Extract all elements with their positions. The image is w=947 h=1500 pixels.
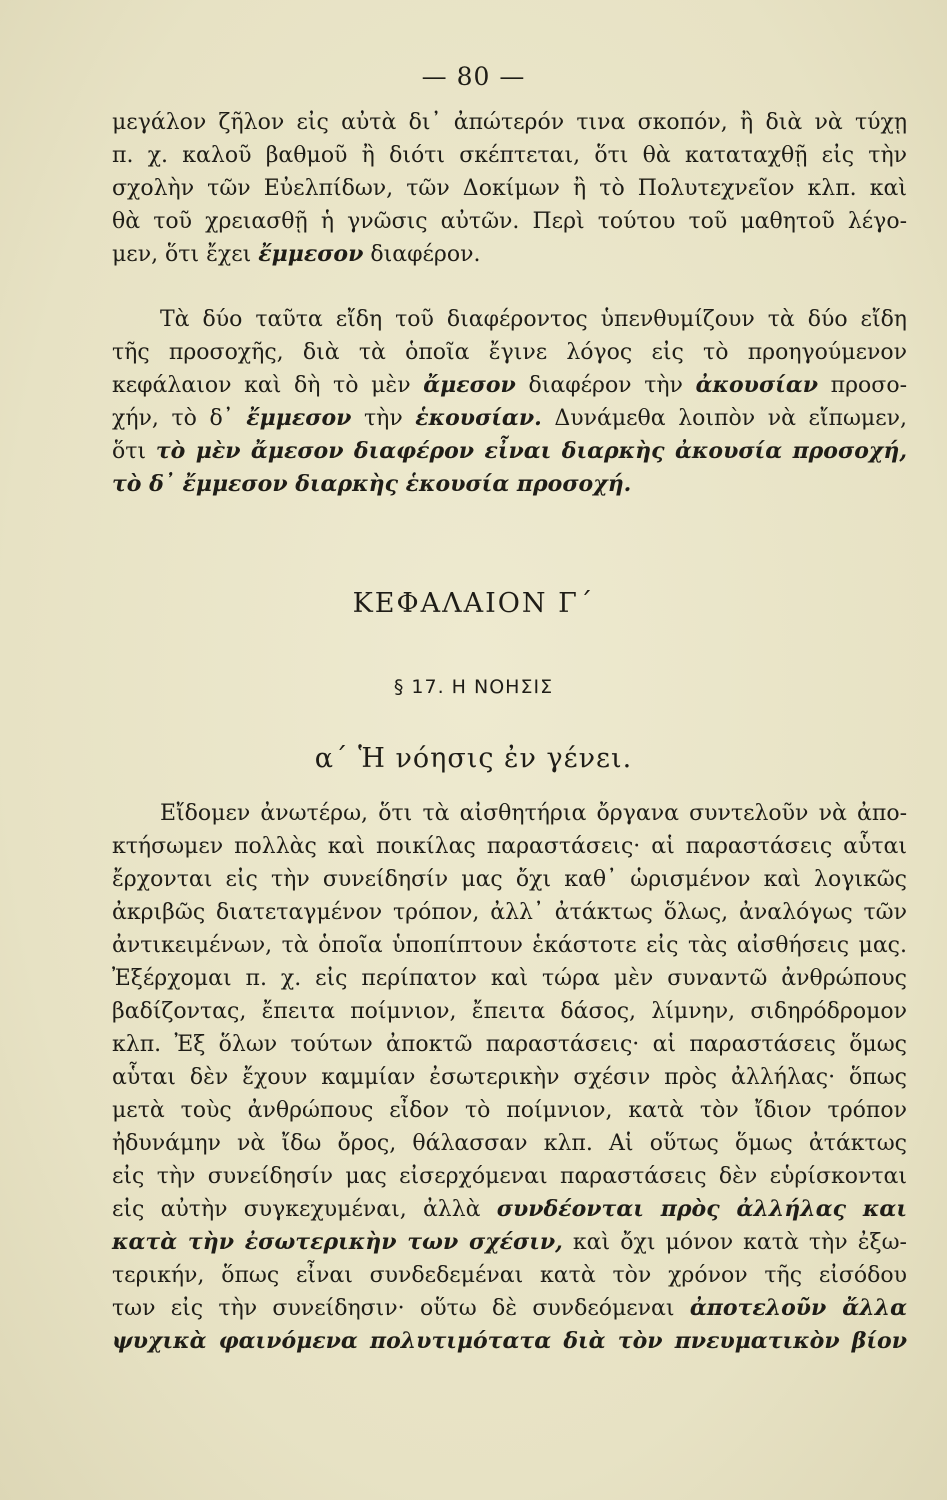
text-line: βαδίζοντας, ἔπειτα ποίμνιον, ἔπειτα δάσος, λίμνην, σιδηρόδρομον xyxy=(112,999,907,1024)
emphasis-line: τὸ δ᾽ ἔμμεσον διαρκὴς ἑκουσία προσοχή. xyxy=(112,471,632,497)
text-line: Ἐξέρχομαι π. χ. εἰς περίπατον καὶ τώρα μὲν συναντῶ ἀνθρώπους xyxy=(112,966,907,991)
emphasis: ἔμμεσον xyxy=(258,241,364,267)
text-line: μεγάλον ζῆλον εἰς αὐτὰ δι᾽ ἀπώτερόν τινα σκοπόν, ἢ διὰ νὰ τύχῃ xyxy=(112,110,907,135)
text-line: ἔρχονται εἰς τὴν συνείδησίν μας ὄχι καθ᾽ ὡρισμένον καὶ λογικῶς xyxy=(112,867,907,892)
emphasis-line: ψυχικὰ φαινόμενα πολυτιμότατα διὰ τὸν πνευματικὸν βίον xyxy=(112,1328,907,1354)
section-title: § 17. Η ΝΟΗΣΙΣ xyxy=(393,676,554,698)
text-line: κλπ. Ἐξ ὅλων τούτων ἀποκτῶ παραστάσεις· αἱ παραστάσεις ὅμως xyxy=(112,1032,907,1057)
emphasis: κατὰ τὴν ἐσωτερικὴν των σχέσιν, xyxy=(112,1229,563,1255)
text-line: εἰς τὴν συνείδησίν μας εἰσερχόμεναι παραστάσεις δὲν εὑρίσκονται xyxy=(112,1164,907,1189)
subsection-title: α΄ Ἡ νόησις ἐν γένει. xyxy=(314,743,633,774)
text-line: ὅτι τὸ μὲν ἄμεσον διαφέρον εἶναι διαρκὴς ἀκουσία προσοχή, xyxy=(112,438,907,464)
emphasis: ἑκουσίαν. xyxy=(415,405,542,431)
chapter-title: ΚΕΦΑΛΑΙΟΝ Γ΄ xyxy=(352,588,595,619)
text-line: κτήσωμεν πολλὰς καὶ ποικίλας παραστάσεις· αἱ παραστάσεις αὗται xyxy=(112,834,907,859)
text-line: Τὰ δύο ταῦτα εἴδη τοῦ διαφέροντος ὑπενθυμίζουν τὰ δύο εἴδη xyxy=(160,307,907,332)
text-line: κεφάλαιον καὶ δὴ τὸ μὲν ἄμεσον διαφέρον τὴν ἀκουσίαν προσο- xyxy=(112,372,907,398)
text-line: χήν, τὸ δ᾽ ἔμμεσον τὴν ἑκουσίαν. Δυνάμεθα λοιπὸν νὰ εἴπωμεν, xyxy=(112,405,907,431)
text-line: ἀκριβῶς διατεταγμένον τρόπον, ἀλλ᾽ ἀτάκτως ὅλως, ἀναλόγως τῶν xyxy=(112,900,907,925)
text-line: των εἰς τὴν συνείδησιν· οὕτω δὲ συνδεόμεναι ἀποτελοῦν ἄλλα xyxy=(112,1295,907,1321)
text-line: π. χ. καλοῦ βαθμοῦ ἢ διότι σκέπτεται, ὅτι θὰ καταταχθῇ εἰς τὴν xyxy=(112,143,907,168)
emphasis: ἀκουσίαν xyxy=(695,372,819,398)
body-paragraph xyxy=(112,797,907,1358)
text-line: ἀντικειμένων, τὰ ὁποῖα ὑποπίπτουν ἑκάστοτε εἰς τὰς αἰσθήσεις μας. xyxy=(112,933,907,958)
text-line: κατὰ τὴν ἐσωτερικὴν των σχέσιν, καὶ ὄχι μόνον κατὰ τὴν ἐξω- xyxy=(112,1229,907,1255)
emphasis: συνδέονται πρὸς ἀλλήλας και xyxy=(496,1196,907,1222)
emphasis: τὸ μὲν ἄμεσον διαφέρον εἶναι διαρκὴς ἀκουσία προσοχή, xyxy=(155,438,907,464)
text-line: ἠδυνάμην νὰ ἴδω ὄρος, θάλασσαν κλπ. Αἱ οὕτως ὅμως ἀτάκτως xyxy=(112,1131,907,1156)
text-line: μετὰ τοὺς ἀνθρώπους εἶδον τὸ ποίμνιον, κατὰ τὸν ἴδιον τρόπον xyxy=(112,1098,907,1123)
text-line: θὰ τοῦ χρειασθῇ ἡ γνῶσις αὐτῶν. Περὶ τούτου τοῦ μαθητοῦ λέγο- xyxy=(112,209,907,234)
text-line: τερικήν, ὅπως εἶναι συνδεδεμέναι κατὰ τὸν χρόνον τῆς εἰσόδου xyxy=(112,1263,907,1288)
text-line: εἰς αὐτὴν συγκεχυμέναι, ἀλλὰ συνδέονται πρὸς ἀλλήλας και xyxy=(112,1196,907,1222)
text-line: τῆς προσοχῆς, διὰ τὰ ὁποῖα ἔγινε λόγος εἰς τὸ προηγούμενον xyxy=(112,340,907,365)
emphasis: ἔμμεσον xyxy=(246,405,352,431)
emphasis: ἀποτελοῦν ἄλλα xyxy=(689,1295,907,1321)
text-line: μεν, ὅτι ἔχει ἔμμεσον διαφέρον. xyxy=(112,241,481,267)
top-paragraph xyxy=(112,106,907,271)
text-line: σχολὴν τῶν Εὐελπίδων, τῶν Δοκίμων ἢ τὸ Πολυτεχνεῖον κλπ. καὶ xyxy=(112,176,907,201)
text-line: Εἴδομεν ἀνωτέρω, ὅτι τὰ αἰσθητήρια ὄργανα συντελοῦν νὰ ἀπο- xyxy=(160,801,907,826)
page-number: — 80 — xyxy=(421,62,526,91)
text-line: αὗται δὲν ἔχουν καμμίαν ἐσωτερικὴν σχέσιν πρὸς ἀλλήλας· ὅπως xyxy=(112,1065,907,1090)
emphasis: ἄμεσον xyxy=(423,372,516,398)
second-paragraph xyxy=(112,303,907,501)
